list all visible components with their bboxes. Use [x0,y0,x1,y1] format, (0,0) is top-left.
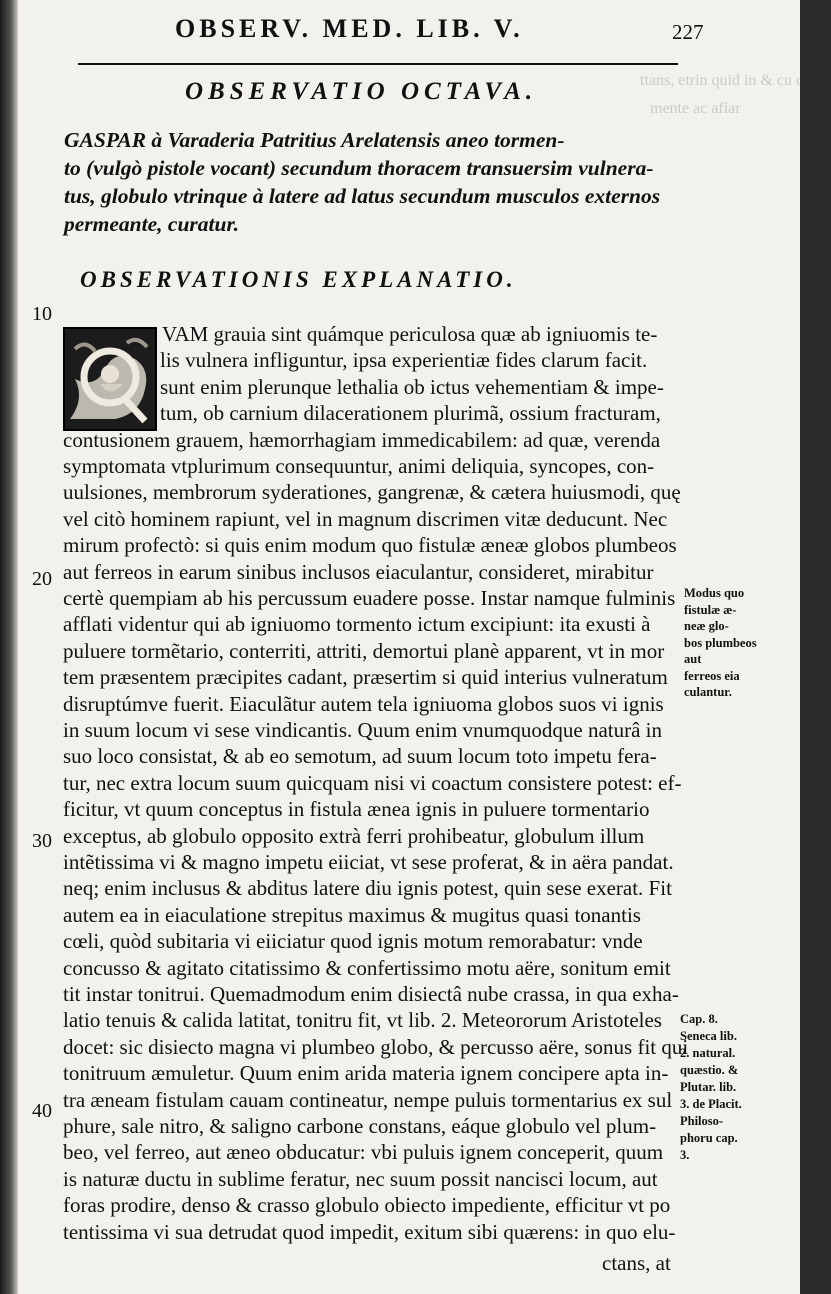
line-number: 40 [32,1100,52,1122]
text-line: in suum locum vi sese vindicantis. Quum enim vnumquodque naturâ in [63,718,663,742]
text-line: tra æneam fistulam cauam contineatur, nempe puluis tormentarius ex sul [63,1087,673,1112]
text-line: exceptus, ab globulo opposito extrà ferri prohibeatur, globulum illum [63,823,645,848]
margin-note-line: phoru cap. [680,1131,738,1145]
observation-summary [64,126,682,238]
text-line: certè quempiam ab his percussum euadere posse. Instar namque fulminis [63,586,676,610]
text-line: docet: sic disiecto magna vi plumbeo globo, & percusso aëre, sonus fit qui [63,1034,689,1059]
text-line: vel citò hominem rapiunt, vel in magnum discrimen vitæ deducunt. Nec [63,506,668,531]
text-line: uulsiones, membrorum syderationes, gangrenæ, & cætera huiusmodi, quę [63,480,681,505]
initial-q-ornament-icon [65,329,155,429]
text-line: intẽtissima vi & magno impetu eiiciat, vt sese proferat, & in aëra pandat. [63,850,674,874]
text-line: lis vulnera infliguntur, ipsa experientiæ fides clarum facit. [160,348,648,373]
text-line: tem præsentem præcipites cadant, præsertim si quid interius vulneratum [63,665,668,690]
text-line: latio tenuis & calida latitat, tonitru fit, vt lib. 2. Meteororum Aristoteles [63,1008,662,1033]
margin-note-line: Plutar. lib. [680,1080,737,1094]
text-line: tonitruum æmuletur. Quum enim arida materia ignem concipere apta in- [63,1061,669,1086]
line-number: 30 [32,830,52,852]
text-line: tit instar tonitrui. Quemadmodum enim disiectâ nube crassa, in qua exha- [63,982,679,1006]
text-line: is naturæ ductu in sublime feratur, nec suum possit nancisci locum, aut [63,1166,658,1191]
running-head: OBSERV. MED. LIB. V. [175,14,524,43]
margin-note-line: 3. de Placit. [680,1097,742,1111]
text-line: symptomata vtplurimum consequuntur, animi deliquia, syncopes, con- [63,454,655,478]
text-line: foras prodire, denso & crasso globulo obiecto impediente, efficitur vt po [63,1193,671,1218]
line-number: 20 [32,568,52,590]
margin-note-line: bos plumbeos [684,635,757,650]
text-line: disruptúmve fuerit. Eiaculãtur autem tela igniuoma globos suos vi ignis [63,691,664,716]
margin-note-line: ferreos eia [684,668,740,683]
margin-note-line: 2. natural. [680,1046,736,1060]
book-spine-shadow [0,0,18,1294]
summary-line: GASPAR à Varaderia Patritius Arelatensis aneo tormen- [64,128,565,152]
text-line: sunt enim plerunque lethalia ob ictus vehementiam & impe- [160,374,664,399]
text-line: cœli, quòd subitaria vi eiiciatur quod ignis motum remorabatur: vnde [63,929,643,954]
margin-note-line: neæ glo- [684,619,729,633]
margin-note-line: Modus quo [684,586,745,600]
text-line: contusionem grauem, hæmorrhagiam immedicabilem: ad quæ, verenda [63,427,661,452]
margin-note-line: quæstio. & [680,1063,739,1077]
text-line: tum, ob carnium dilacerationem plurimã, ossium fracturam, [160,401,661,426]
margin-note-line: culantur. [684,685,732,699]
text-line: aut ferreos in earum sinibus inclusos eiaculantur, consideret, mirabitur [63,559,654,584]
summary-line: tus, globulo vtrinque à latere ad latus secundum musculos externos [64,184,661,208]
summary-line: to (vulgò pistole vocant) secundum thoracem transuersim vulnera- [64,156,654,180]
line-number: 10 [32,303,52,325]
summary-line: permeante, curatur. [64,212,240,236]
margin-note-line: fistulæ æ- [684,602,737,617]
text-line: suo loco consistat, & ab eo semotum, ad suum locum toto impetu fera- [63,744,657,769]
text-line: neq; enim inclusus & abditus latere diu ignis potest, quin sese exerat. Fit [63,876,672,901]
text-line: phure, sale nitro, & saligno carbone constans, eáque globulo vel plum- [63,1114,657,1138]
text-line: concusso & agitato citatissimo & confertissimo motu aëre, sonitum emit [63,955,671,980]
decorated-initial-q [63,327,157,431]
text-line: tentissima vi sua detrudat quod impedit, exitum sibi quærens: in quo elu- [63,1219,676,1244]
text-line: mirum profectò: si quis enim modum quo fistulæ æneæ globos plumbeos [63,533,677,558]
text-line: afflati videntur qui ab igniuomo tormento ictum excipiunt: ita exusti à [63,612,651,637]
margin-note-line: Cap. 8. [680,1012,718,1026]
text-line: puluere tormẽtario, conterriti, attriti, demortui planè apparent, vt in mor [63,638,665,663]
catchword: ctans, at [602,1251,671,1275]
text-line: VAM grauia sint quámque periculosa quæ ab igniuomis te- [162,322,658,346]
margin-note-line: 3. [680,1148,690,1162]
bleed-through: mente ac afiar [650,100,741,117]
text-line: tur, nec extra locum suum quicquam nisi vi coactum consistere potest: ef- [63,770,682,795]
margin-note-line: Seneca lib. [680,1029,737,1043]
page-number: 227 [672,20,704,44]
observation-title: OBSERVATIO OCTAVA. [185,78,538,105]
margin-note-line: aut [684,652,702,666]
text-line: autem ea in eiaculatione strepitus maximus & mugitus quasi tonantis [63,902,641,927]
bleed-through: ttans, etrin quid in & cu caura [640,72,831,89]
text-line: ficitur, vt quum conceptus in fistula ænea ignis in puluere tormentario [63,797,650,822]
header-rule [78,63,678,65]
margin-note-line: Philoso- [680,1114,724,1128]
text-line: beo, vel ferreo, aut æneo obducatur: vbi puluis ignem conceperit, quum [63,1140,664,1165]
explanation-title: OBSERVATIONIS EXPLANATIO. [80,267,517,292]
